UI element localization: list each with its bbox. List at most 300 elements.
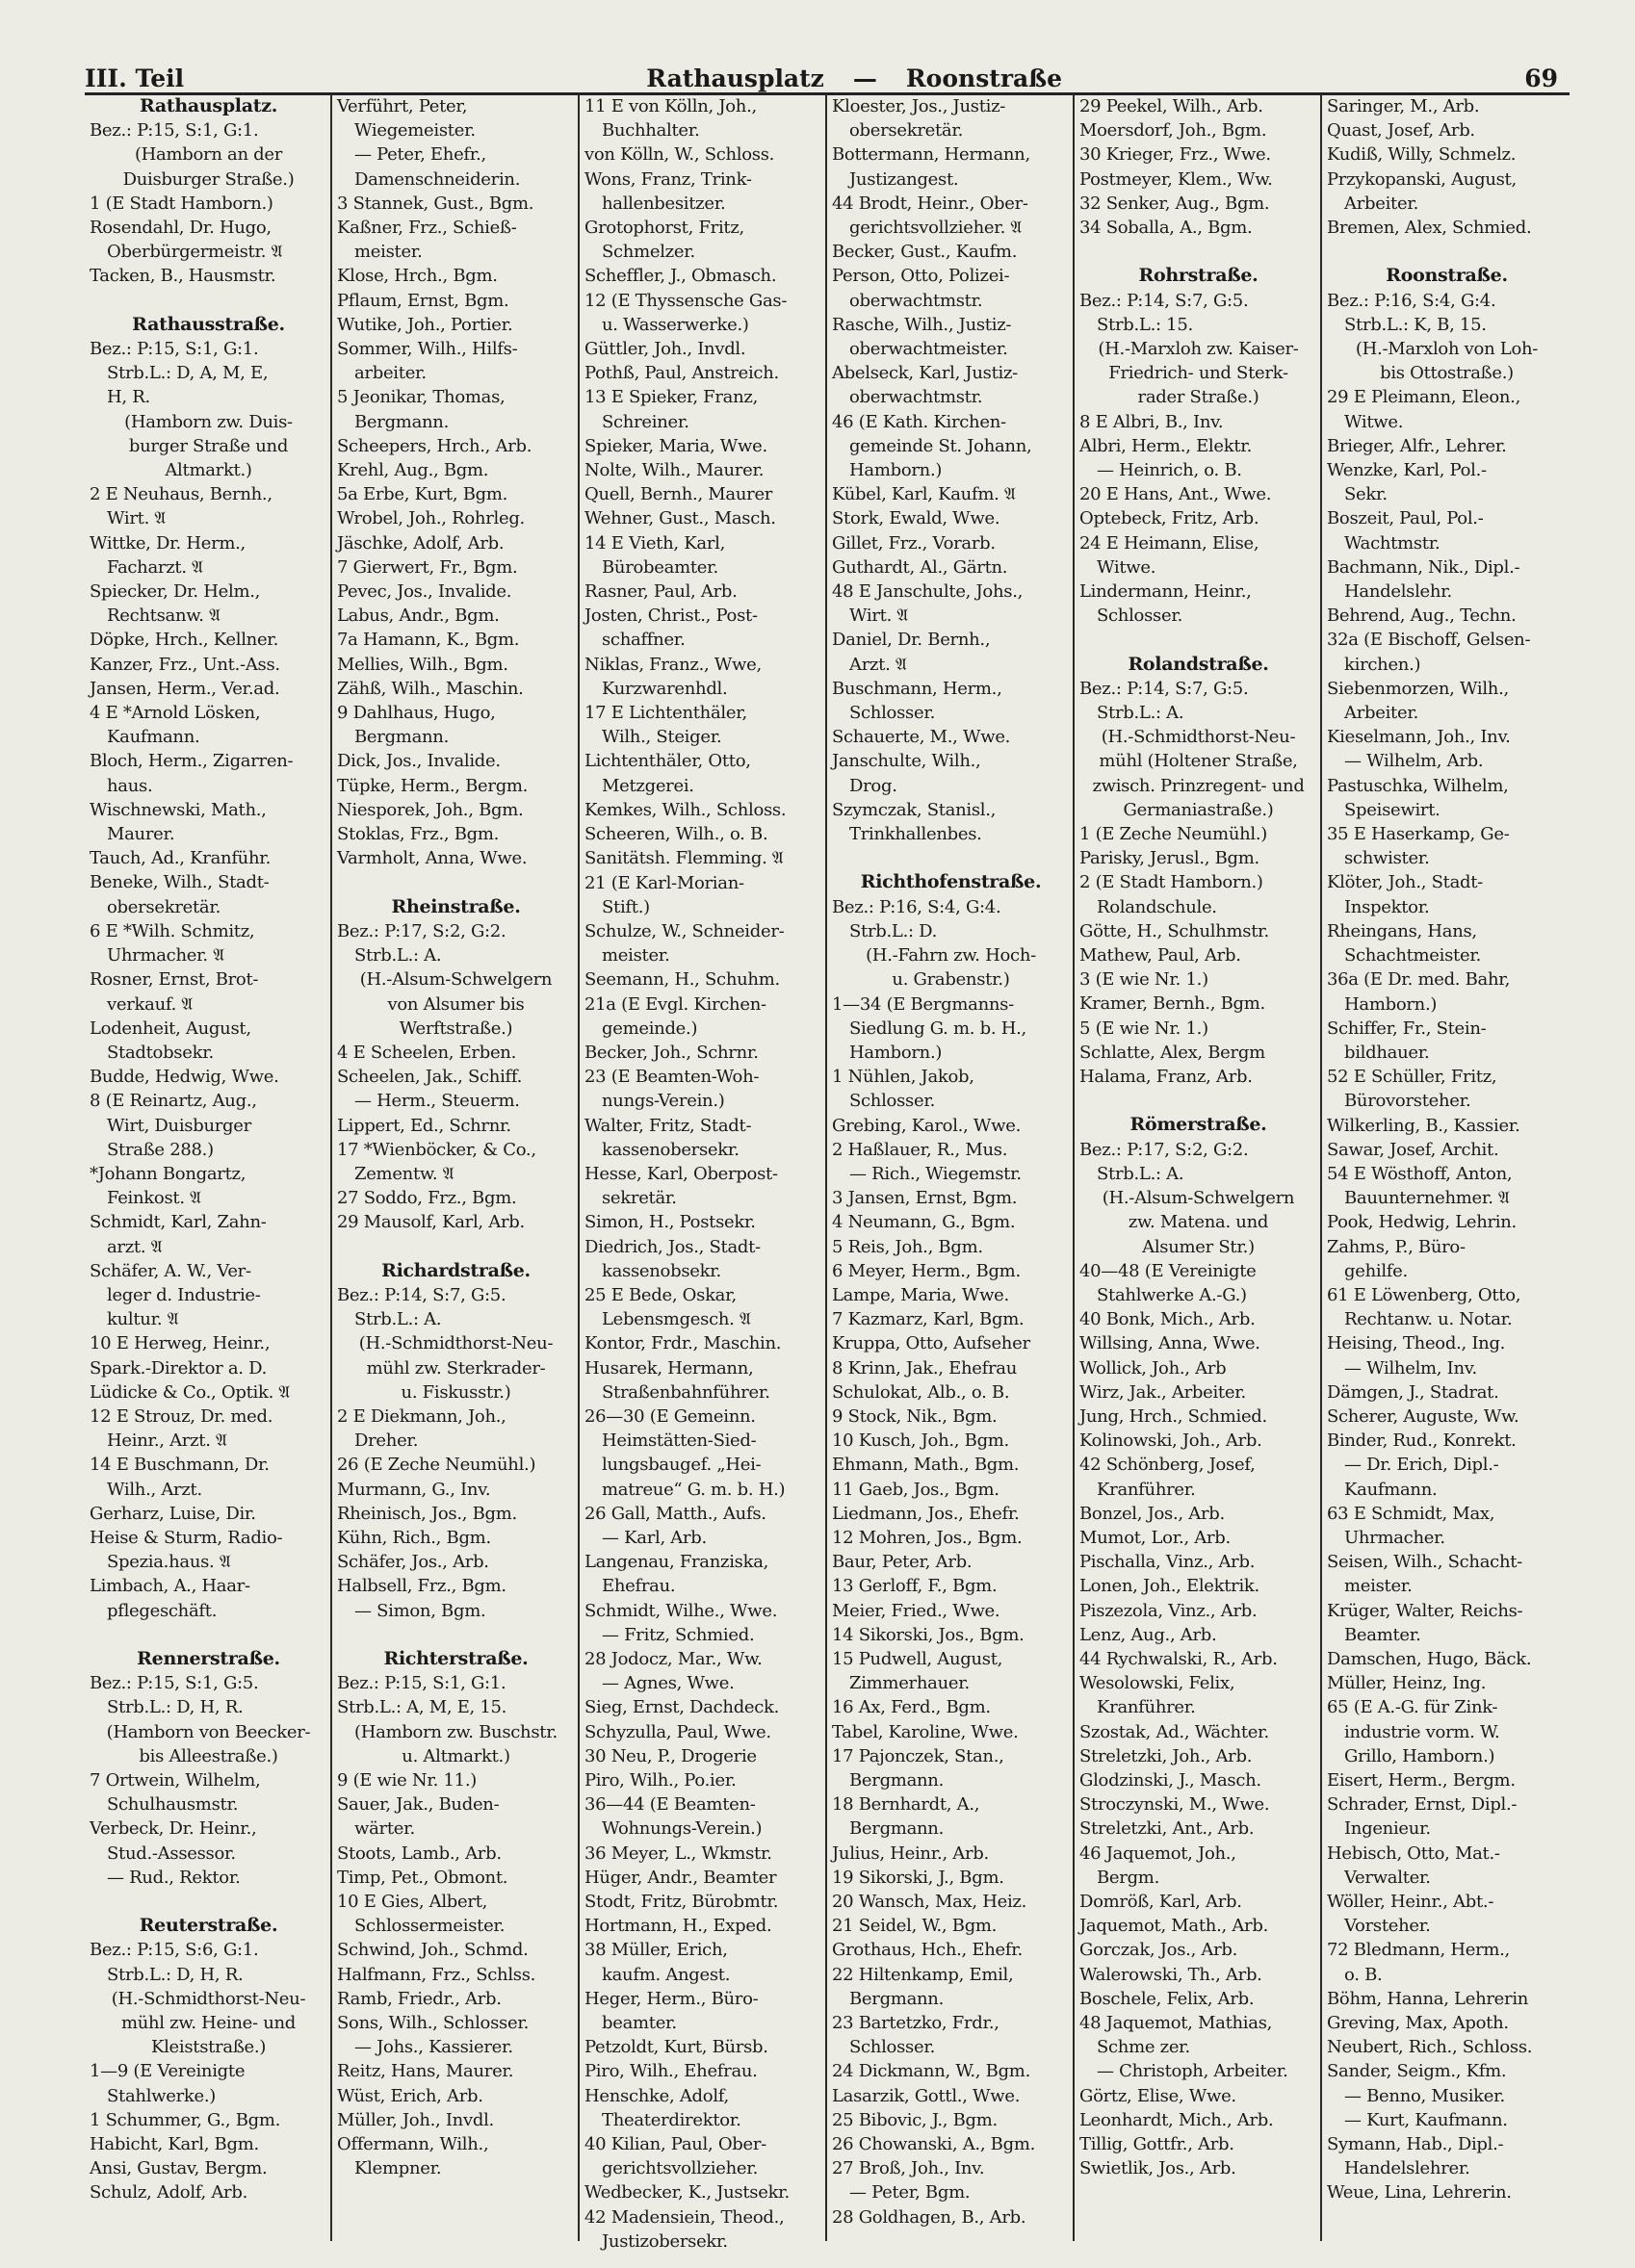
directory-line: Kranführer. bbox=[1097, 1697, 1196, 1718]
directory-line: Lonen, Joh., Elektrik. bbox=[1079, 1576, 1259, 1597]
directory-line: Josten, Christ., Post- bbox=[584, 606, 758, 627]
directory-line: Bez.: P:14, S:7, G:5. bbox=[1079, 678, 1249, 699]
directory-line: lungsbaugef. „Hei- bbox=[602, 1455, 762, 1476]
directory-line: 46 Jaquemot, Joh., bbox=[1079, 1843, 1236, 1864]
directory-line: Wiegemeister. bbox=[354, 120, 476, 142]
directory-line: Meier, Fried., Wwe. bbox=[832, 1600, 1000, 1621]
directory-line: 20 Wansch, Max, Heiz. bbox=[832, 1892, 1027, 1913]
directory-line: Schauerte, M., Wwe. bbox=[832, 727, 1011, 748]
directory-line: u. Grabenstr.) bbox=[892, 969, 1010, 991]
directory-line: Drog. bbox=[849, 775, 897, 796]
directory-line: Murmann, G., Inv. bbox=[337, 1479, 491, 1500]
directory-line: — Peter, Ehefr., bbox=[354, 144, 486, 166]
directory-line: Schulhausmstr. bbox=[107, 1794, 239, 1816]
directory-line: Simon, H., Postsekr. bbox=[584, 1212, 756, 1233]
directory-line: Strb.L.: A. bbox=[354, 1309, 442, 1330]
directory-line: Verführt, Peter, bbox=[337, 96, 468, 116]
directory-line: Lichtenthäler, Otto, bbox=[584, 751, 751, 772]
directory-line: Pook, Hedwig, Lehrin. bbox=[1327, 1212, 1517, 1233]
directory-line: (H.-Schmidthorst-Neu- bbox=[1101, 727, 1296, 748]
directory-line: kassenobsekr. bbox=[602, 1260, 721, 1281]
directory-line: Facharzt. 𝔄 bbox=[107, 556, 203, 578]
directory-line: 21 Seidel, W., Bgm. bbox=[832, 1916, 998, 1937]
directory-line: Stud.-Assessor. bbox=[107, 1843, 236, 1864]
directory-line: Lodenheit, August, bbox=[90, 1018, 251, 1039]
directory-line: Schmidt, Karl, Zahn- bbox=[90, 1212, 267, 1233]
directory-line: 23 Bartetzko, Frdr., bbox=[832, 2013, 999, 2034]
directory-line: Siedlung G. m. b. H., bbox=[849, 1018, 1026, 1039]
directory-line: Rasner, Paul, Arb. bbox=[584, 581, 738, 603]
directory-line: zw. Matena. und bbox=[1128, 1212, 1269, 1233]
range-start: Rathausplatz bbox=[646, 64, 824, 92]
directory-line: Mumot, Lor., Arb. bbox=[1079, 1527, 1231, 1548]
directory-line: 8 (E Reinartz, Aug., bbox=[90, 1091, 257, 1112]
directory-line: Uhrmacher. 𝔄 bbox=[107, 945, 224, 966]
directory-line: von Alsumer bis bbox=[387, 993, 525, 1015]
directory-line: 48 Jaquemot, Mathias, bbox=[1079, 2013, 1273, 2033]
directory-line: leger d. Industrie- bbox=[107, 1284, 261, 1305]
directory-line: Kranführer. bbox=[1097, 1479, 1196, 1500]
directory-line: Siebenmorzen, Wilh., bbox=[1327, 678, 1509, 699]
directory-line: 26 (E Zeche Neumühl.) bbox=[337, 1455, 536, 1476]
directory-line: Hüger, Andr., Beamter bbox=[584, 1867, 777, 1888]
directory-line: meister. bbox=[602, 945, 670, 966]
directory-line: Pastuschka, Wilhelm, bbox=[1327, 775, 1509, 796]
directory-line: Kühn, Rich., Bgm. bbox=[337, 1527, 491, 1548]
directory-line: 27 Soddo, Frz., Bgm. bbox=[337, 1188, 517, 1209]
directory-line: 9 Stock, Nik., Bgm. bbox=[832, 1405, 998, 1427]
directory-line: Seisen, Wilh., Schacht- bbox=[1327, 1552, 1522, 1573]
street-heading: Rathausplatz. bbox=[139, 95, 278, 116]
directory-line: Schulokat, Alb., o. B. bbox=[832, 1381, 1010, 1403]
directory-line: obersekretär. bbox=[849, 120, 964, 142]
directory-line: oberwachtmstr. bbox=[849, 290, 983, 311]
directory-line: Weue, Lina, Lehrerin. bbox=[1327, 2182, 1512, 2204]
directory-line: Handelslehr. bbox=[1344, 581, 1452, 603]
directory-line: Müller, Joh., Invdl. bbox=[337, 2109, 494, 2130]
directory-line: gehilfe. bbox=[1344, 1260, 1408, 1281]
directory-line: Limbach, A., Haar- bbox=[90, 1576, 250, 1597]
directory-line: Strb.L.: D, H, R. bbox=[107, 1964, 244, 1985]
directory-line: Stork, Ewald, Wwe. bbox=[832, 508, 1000, 529]
directory-line: 36a (E Dr. med. Bahr, bbox=[1327, 969, 1511, 991]
directory-column bbox=[1075, 94, 1322, 2241]
directory-line: matreue“ G. m. b. H.) bbox=[602, 1479, 786, 1500]
directory-line: gerichtsvollzieher. 𝔄 bbox=[849, 218, 1023, 239]
directory-line: 36—44 (E Beamten- bbox=[584, 1794, 756, 1816]
directory-line: Jäschke, Adolf, Arb. bbox=[337, 532, 505, 554]
directory-line: 12 (E Thyssensche Gas- bbox=[584, 290, 788, 311]
directory-line: 10 E Gies, Albert, bbox=[337, 1891, 488, 1912]
directory-line: Husarek, Hermann, bbox=[584, 1357, 754, 1379]
directory-line: Straßenbahnführer. bbox=[602, 1381, 770, 1403]
directory-line: Beneke, Wilh., Stadt- bbox=[90, 872, 270, 893]
directory-line: Piro, Wilh., Ehefrau. bbox=[584, 2061, 758, 2082]
directory-line: — Fritz, Schmied. bbox=[602, 1624, 755, 1645]
directory-line: Theaterdirektor. bbox=[602, 2109, 741, 2130]
directory-line: Bergmann. bbox=[849, 1818, 945, 1840]
directory-line: Sanitätsh. Flemming. 𝔄 bbox=[584, 848, 784, 869]
directory-line: Bergmann. bbox=[354, 411, 450, 432]
directory-line: Strb.L.: K, B, 15. bbox=[1344, 314, 1487, 335]
directory-line: Damenschneiderin. bbox=[354, 168, 521, 190]
directory-line: Bez.: P:15, S:1, G:1. bbox=[90, 339, 259, 360]
directory-line: Rasche, Wilh., Justiz- bbox=[832, 314, 1012, 335]
directory-line: 5a Erbe, Kurt, Bgm. bbox=[337, 484, 508, 505]
directory-line: Heise & Sturm, Radio- bbox=[90, 1527, 283, 1548]
directory-line: obersekretär. bbox=[107, 896, 221, 917]
directory-line: Handelslehrer. bbox=[1344, 2158, 1470, 2179]
directory-line: Kaßner, Frz., Schieß- bbox=[337, 218, 517, 239]
directory-column bbox=[580, 94, 827, 2252]
directory-line: 11 E von Kölln, Joh., bbox=[584, 96, 757, 116]
directory-line: Stroczynski, M., Wwe. bbox=[1079, 1794, 1270, 1816]
directory-line: Szymczak, Stanisl., bbox=[832, 799, 997, 820]
directory-line: Walter, Fritz, Stadt- bbox=[584, 1115, 752, 1136]
directory-line: Schwind, Joh., Schmd. bbox=[337, 1940, 529, 1961]
directory-line: mühl zw. Heine- und bbox=[120, 2013, 297, 2033]
directory-line: Sekr. bbox=[1344, 484, 1388, 505]
directory-line: 3 Jansen, Ernst, Bgm. bbox=[832, 1188, 1018, 1209]
directory-line: Scheeren, Wilh., o. B. bbox=[584, 824, 768, 845]
directory-line: Henschke, Adolf, bbox=[584, 2085, 729, 2106]
spacer bbox=[1079, 1089, 1317, 1113]
directory-line: Görtz, Elise, Wwe. bbox=[1079, 2085, 1236, 2106]
directory-line: 1—34 (E Bergmanns- bbox=[832, 993, 1014, 1015]
directory-line: Wirz, Jak., Arbeiter. bbox=[1079, 1381, 1246, 1403]
directory-line: Langenau, Franziska, bbox=[584, 1552, 769, 1573]
directory-line: 2 Haßlauer, R., Mus. bbox=[832, 1139, 1008, 1160]
directory-line: 15 Pudwell, August, bbox=[832, 1648, 1003, 1669]
directory-line: Uhrmacher. bbox=[1344, 1527, 1445, 1548]
directory-line: Schlosser. bbox=[849, 703, 936, 724]
directory-line: Dreher. bbox=[354, 1430, 419, 1452]
street-heading: Rennerstraße. bbox=[137, 1647, 280, 1669]
directory-line: Heinr., Arzt. 𝔄 bbox=[107, 1430, 227, 1452]
directory-line: Streletzki, Joh., Arb. bbox=[1079, 1745, 1253, 1766]
directory-line: Wenzke, Karl, Pol.- bbox=[1327, 460, 1487, 481]
directory-line: Schlosser. bbox=[849, 1091, 936, 1112]
directory-line: Postmeyer, Klem., Ww. bbox=[1079, 168, 1273, 190]
directory-line: 36 Meyer, L., Wkmstr. bbox=[584, 1843, 772, 1864]
directory-line: Piro, Wilh., Po.ier. bbox=[584, 1770, 737, 1791]
directory-line: — Wilhelm, Inv. bbox=[1344, 1357, 1477, 1379]
directory-line: 12 E Strouz, Dr. med. bbox=[90, 1405, 273, 1427]
directory-line: 27 Broß, Joh., Inv. bbox=[832, 2158, 985, 2179]
directory-line: Hamborn.) bbox=[849, 460, 943, 481]
directory-line: Stift.) bbox=[602, 896, 650, 917]
directory-line: 1 (E Stadt Hamborn.) bbox=[90, 193, 273, 214]
directory-line: 9 (E wie Nr. 11.) bbox=[337, 1769, 477, 1791]
directory-line: 54 E Wösthoff, Anton, bbox=[1327, 1163, 1513, 1184]
directory-line: Bremen, Alex, Schmied. bbox=[1327, 218, 1532, 239]
directory-line: 23 (E Beamten-Woh- bbox=[584, 1067, 760, 1088]
directory-line: verkauf. 𝔄 bbox=[107, 993, 194, 1015]
directory-line: Bloch, Herm., Zigarren- bbox=[90, 751, 294, 772]
directory-line: Strb.L.: D, H, R. bbox=[107, 1697, 244, 1718]
directory-line: Spezia.haus. 𝔄 bbox=[107, 1552, 231, 1573]
directory-line: Schmelzer. bbox=[602, 242, 695, 263]
directory-line: Schyzulla, Paul, Wwe. bbox=[584, 1721, 771, 1742]
directory-line: 13 E Spieker, Franz, bbox=[584, 387, 759, 408]
directory-line: Becker, Gust., Kaufm. bbox=[832, 242, 1018, 263]
directory-line: hallenbesitzer. bbox=[602, 193, 726, 214]
directory-line: H, R. bbox=[107, 387, 150, 408]
directory-line: 3 Stannek, Gust., Bgm. bbox=[337, 193, 534, 214]
directory-line: Heger, Herm., Büro- bbox=[584, 1988, 759, 2009]
directory-line: — Herm., Steuerm. bbox=[354, 1091, 520, 1112]
section-label: III. Teil bbox=[85, 64, 185, 92]
directory-line: 17 E Lichtenthäler, bbox=[584, 703, 747, 724]
directory-line: 14 Sikorski, Jos., Bgm. bbox=[832, 1624, 1025, 1645]
directory-line: 14 E Vieth, Karl, bbox=[584, 532, 726, 554]
directory-line: Wachtmstr. bbox=[1344, 532, 1440, 554]
directory-line: Altmarkt.) bbox=[165, 460, 252, 481]
directory-line: — Simon, Bgm. bbox=[354, 1600, 486, 1621]
directory-line: Wutike, Joh., Portier. bbox=[337, 314, 513, 335]
directory-line: Stahlwerke.) bbox=[107, 2085, 217, 2106]
directory-line: u. Wasserwerke.) bbox=[602, 314, 749, 335]
directory-line: 40 Bonk, Mich., Arb. bbox=[1079, 1309, 1256, 1330]
directory-line: Varmholt, Anna, Wwe. bbox=[337, 848, 528, 869]
directory-line: Arbeiter. bbox=[1344, 193, 1419, 214]
spacer bbox=[1079, 240, 1317, 264]
directory-line: Sieg, Ernst, Dachdeck. bbox=[584, 1697, 780, 1718]
directory-line: Greving, Max, Apoth. bbox=[1327, 2013, 1509, 2034]
directory-line: Ehmann, Math., Bgm. bbox=[832, 1455, 1020, 1476]
directory-line: 24 Dickmann, W., Bgm. bbox=[832, 2061, 1030, 2082]
directory-line: Lebensmgesch. 𝔄 bbox=[602, 1309, 751, 1330]
directory-line: Sommer, Wilh., Hilfs- bbox=[337, 339, 518, 360]
directory-line: — Benno, Musiker. bbox=[1344, 2085, 1505, 2106]
directory-line: gerichtsvollzieher. bbox=[602, 2158, 758, 2179]
directory-line: Beamter. bbox=[1344, 1624, 1421, 1645]
directory-line: Hamborn.) bbox=[1344, 993, 1438, 1015]
directory-line: 1 Schummer, G., Bgm. bbox=[90, 2109, 281, 2130]
directory-line: Justizangest. bbox=[849, 168, 959, 190]
spacer bbox=[832, 846, 1070, 870]
directory-line: 1 Nühlen, Jakob, bbox=[832, 1067, 974, 1088]
directory-line: Nolte, Wilh., Maurer. bbox=[584, 460, 765, 481]
directory-line: Bez.: P:15, S:1, G:5. bbox=[90, 1673, 259, 1694]
directory-line: Walerowski, Th., Arb. bbox=[1079, 1964, 1262, 1985]
directory-line: (H.-Marxloh zw. Kaiser- bbox=[1098, 339, 1299, 360]
street-heading: Richthofenstraße. bbox=[860, 871, 1042, 893]
directory-line: (H.-Alsum-Schwelgern bbox=[1102, 1188, 1295, 1209]
directory-line: 26 Gall, Matth., Aufs. bbox=[584, 1503, 766, 1524]
directory-line: gemeinde.) bbox=[602, 1018, 698, 1039]
directory-line: kirchen.) bbox=[1344, 654, 1421, 675]
directory-line: Wirt. 𝔄 bbox=[849, 606, 909, 627]
directory-line: Wehner, Gust., Masch. bbox=[584, 508, 776, 529]
directory-column bbox=[85, 94, 332, 2241]
directory-column bbox=[827, 94, 1075, 2241]
directory-line: Spiecker, Dr. Helm., bbox=[90, 581, 261, 603]
directory-line: Reitz, Hans, Maurer. bbox=[337, 2061, 514, 2082]
directory-line: Feinkost. 𝔄 bbox=[107, 1188, 201, 1209]
directory-line: Bonzel, Jos., Arb. bbox=[1079, 1503, 1225, 1524]
directory-line: Kloester, Jos., Justiz- bbox=[832, 96, 1006, 116]
directory-line: 44 Brodt, Heinr., Ober- bbox=[832, 193, 1028, 214]
directory-line: Kübel, Karl, Kaufm. 𝔄 bbox=[832, 484, 1016, 505]
directory-line: arbeiter. bbox=[354, 363, 427, 384]
directory-line: 28 Jodocz, Mar., Ww. bbox=[584, 1649, 763, 1669]
directory-line: Klöter, Joh., Stadt- bbox=[1327, 872, 1483, 893]
directory-line: Justizobersekr. bbox=[602, 2230, 728, 2252]
directory-line: 12 Mohren, Jos., Bgm. bbox=[832, 1527, 1023, 1548]
directory-line: — Dr. Erich, Dipl.- bbox=[1344, 1455, 1499, 1476]
street-heading: Rolandstraße. bbox=[1128, 653, 1269, 675]
directory-line: Scheepers, Hrch., Arb. bbox=[337, 435, 532, 456]
directory-line: Strb.L.: 15. bbox=[1097, 314, 1193, 335]
directory-line: Niklas, Franz., Wwe, bbox=[584, 654, 762, 675]
directory-line: 2 E Neuhaus, Bernh., bbox=[90, 484, 272, 505]
directory-line: 25 E Bede, Oskar, bbox=[584, 1284, 737, 1305]
directory-line: 18 Bernhardt, A., bbox=[832, 1794, 980, 1816]
directory-line: Bez.: P:16, S:4, G:4. bbox=[1327, 290, 1496, 311]
directory-line: kassenobersekr. bbox=[602, 1139, 740, 1160]
directory-line: Binder, Rud., Konrekt. bbox=[1327, 1430, 1517, 1452]
directory-line: Bez.: P:17, S:2, G:2. bbox=[1079, 1139, 1249, 1160]
directory-line: (H.-Schmidthorst-Neu- bbox=[358, 1333, 554, 1354]
directory-line: Zahms, P., Büro- bbox=[1327, 1236, 1466, 1257]
directory-line: Labus, Andr., Bgm. bbox=[337, 606, 500, 627]
directory-line: Scherer, Auguste, Ww. bbox=[1327, 1405, 1519, 1427]
spacer bbox=[337, 871, 575, 895]
directory-line: Lasarzik, Gottl., Wwe. bbox=[832, 2085, 1021, 2106]
directory-line: Scheelen, Jak., Schiff. bbox=[337, 1067, 523, 1088]
directory-line: Lüdicke & Co., Optik. 𝔄 bbox=[90, 1381, 291, 1403]
directory-line: 8 Krinn, Jak., Ehefrau bbox=[832, 1357, 1018, 1379]
directory-line: Schäfer, Jos., Arb. bbox=[337, 1552, 489, 1573]
directory-line: (H.-Marxloh von Loh- bbox=[1355, 339, 1539, 360]
directory-line: nungs-Verein.) bbox=[602, 1091, 725, 1112]
directory-line: beamter. bbox=[602, 2013, 677, 2034]
directory-line: Schachtmeister. bbox=[1344, 945, 1482, 966]
directory-line: Hamborn.) bbox=[849, 1042, 943, 1063]
directory-line: Damschen, Hugo, Bäck. bbox=[1327, 1648, 1532, 1669]
directory-line: Willsing, Anna, Wwe. bbox=[1079, 1333, 1260, 1354]
directory-line: Ramb, Friedr., Arb. bbox=[337, 1988, 502, 2009]
directory-line: kultur. 𝔄 bbox=[107, 1309, 179, 1330]
directory-line: 4 Neumann, G., Bgm. bbox=[832, 1212, 1016, 1233]
spacer bbox=[90, 289, 327, 313]
directory-line: Götte, H., Schulhmstr. bbox=[1079, 920, 1269, 941]
directory-line: Lippert, Ed., Schrnr. bbox=[337, 1115, 511, 1136]
directory-line: Strb.L.: A. bbox=[1097, 703, 1184, 724]
directory-line: Klempner. bbox=[354, 2158, 442, 2179]
directory-line: Kolinowski, Joh., Arb. bbox=[1079, 1430, 1262, 1452]
directory-line: Kemkes, Wilh., Schloss. bbox=[584, 799, 787, 820]
directory-line: Janschulte, Wilh., bbox=[832, 751, 981, 772]
directory-line: Glodzinski, J., Masch. bbox=[1079, 1769, 1261, 1791]
directory-line: Böhm, Hanna, Lehrerin bbox=[1327, 1988, 1529, 2009]
directory-line: Bottermann, Hermann, bbox=[832, 144, 1030, 166]
directory-line: 72 Bledmann, Herm., bbox=[1327, 1940, 1510, 1961]
directory-line: Bergm. bbox=[1097, 1867, 1159, 1888]
directory-line: Verbeck, Dr. Heinr., bbox=[90, 1818, 257, 1840]
street-range bbox=[646, 64, 1062, 92]
directory-line: Rheingans, Hans, bbox=[1327, 920, 1477, 941]
directory-line: kaufm. Angest. bbox=[602, 1964, 731, 1985]
directory-line: 6 E *Wilh. Schmitz, bbox=[90, 920, 255, 941]
directory-line: Szostak, Ad., Wächter. bbox=[1079, 1721, 1269, 1742]
directory-line: meister. bbox=[354, 242, 423, 263]
directory-line: Bez.: P:16, S:4, G:4. bbox=[832, 896, 1001, 917]
range-dash: — bbox=[852, 64, 877, 92]
directory-line: zwisch. Prinzregent- und bbox=[1092, 775, 1305, 796]
directory-line: Güttler, Joh., Invdl. bbox=[584, 339, 746, 360]
directory-line: industrie vorm. W. bbox=[1344, 1721, 1500, 1742]
directory-line: Kaufmann. bbox=[1344, 1479, 1438, 1500]
directory-line: Jaquemot, Math., Arb. bbox=[1079, 1916, 1268, 1937]
directory-line: 17 Pajonczek, Stan., bbox=[832, 1745, 1004, 1766]
directory-line: Diedrich, Jos., Stadt- bbox=[584, 1236, 761, 1257]
directory-line: Bürovorsteher. bbox=[1344, 1091, 1471, 1112]
directory-line: 29 Mausolf, Karl, Arb. bbox=[337, 1212, 525, 1233]
street-heading: Reuterstraße. bbox=[139, 1915, 278, 1937]
directory-line: Bergmann. bbox=[354, 727, 450, 748]
directory-line: Kruppa, Otto, Aufseher bbox=[832, 1333, 1030, 1354]
directory-line: haus. bbox=[107, 775, 153, 796]
directory-line: Stodt, Fritz, Bürobmtr. bbox=[584, 1892, 779, 1913]
directory-line: Habicht, Karl, Bgm. bbox=[90, 2134, 259, 2155]
directory-line: — Christoph, Arbeiter. bbox=[1097, 2061, 1288, 2082]
directory-line: Lindermann, Heinr., bbox=[1079, 581, 1252, 603]
directory-line: Saringer, M., Arb. bbox=[1327, 96, 1480, 116]
directory-line: Domröß, Karl, Arb. bbox=[1079, 1891, 1242, 1912]
directory-line: Schulz, Adolf, Arb. bbox=[90, 2182, 248, 2204]
directory-line: Dämgen, J., Stadrat. bbox=[1327, 1381, 1499, 1403]
directory-line: Mellies, Wilh., Bgm. bbox=[337, 654, 508, 675]
directory-line: Schmidt, Wilhe., Wwe. bbox=[584, 1600, 778, 1621]
directory-line: 38 Müller, Erich, bbox=[584, 1940, 728, 1961]
directory-line: Bergmann. bbox=[849, 1770, 945, 1791]
directory-line: Wilh., Steiger. bbox=[602, 727, 722, 748]
directory-line: Becker, Joh., Schrnr. bbox=[584, 1042, 759, 1063]
directory-line: Schäfer, A. W., Ver- bbox=[90, 1260, 251, 1281]
directory-line: Vorsteher. bbox=[1344, 1916, 1431, 1937]
directory-line: Germaniastraße.) bbox=[1123, 799, 1274, 820]
street-heading: Richardstraße. bbox=[381, 1259, 531, 1281]
directory-line: — Karl, Arb. bbox=[602, 1527, 707, 1548]
directory-line: Heimstätten-Sied- bbox=[602, 1430, 757, 1452]
directory-line: 28 Goldhagen, B., Arb. bbox=[832, 2206, 1026, 2228]
directory-line: Bachmann, Nik., Dipl.- bbox=[1327, 556, 1520, 578]
directory-line: Friedrich- und Sterk- bbox=[1108, 363, 1288, 384]
directory-line: (Hamborn zw. Duis- bbox=[124, 411, 293, 432]
directory-line: Julius, Heinr., Arb. bbox=[832, 1843, 989, 1864]
directory-line: Lenz, Aug., Arb. bbox=[1079, 1624, 1217, 1645]
directory-line: Przykopanski, August, bbox=[1327, 168, 1517, 190]
directory-line: (H.-Alsum-Schwelgern bbox=[359, 969, 553, 991]
directory-line: Abelseck, Karl, Justiz- bbox=[832, 363, 1018, 384]
directory-line: Piszezola, Vinz., Arb. bbox=[1079, 1600, 1258, 1621]
street-heading: Richterstraße. bbox=[383, 1647, 529, 1669]
directory-line: Guthardt, Al., Gärtn. bbox=[832, 556, 1008, 578]
directory-line: Pflaum, Ernst, Bgm. bbox=[337, 290, 509, 311]
directory-line: 7a Hamann, K., Bgm. bbox=[337, 630, 520, 651]
directory-line: 10 E Herweg, Heinr., bbox=[90, 1333, 271, 1354]
directory-line: 5 (E wie Nr. 1.) bbox=[1079, 1018, 1208, 1039]
directory-line: 40—48 (E Vereinigte bbox=[1079, 1260, 1257, 1281]
directory-line: 46 (E Kath. Kirchen- bbox=[832, 411, 1006, 432]
directory-line: Werftstraße.) bbox=[399, 1018, 513, 1039]
directory-line: Kleiststraße.) bbox=[150, 2037, 267, 2058]
directory-line: Zähß, Wilh., Maschin. bbox=[337, 678, 524, 699]
directory-line: u. Fiskusstr.) bbox=[401, 1381, 511, 1403]
directory-line: Sander, Seigm., Kfm. bbox=[1327, 2061, 1507, 2082]
